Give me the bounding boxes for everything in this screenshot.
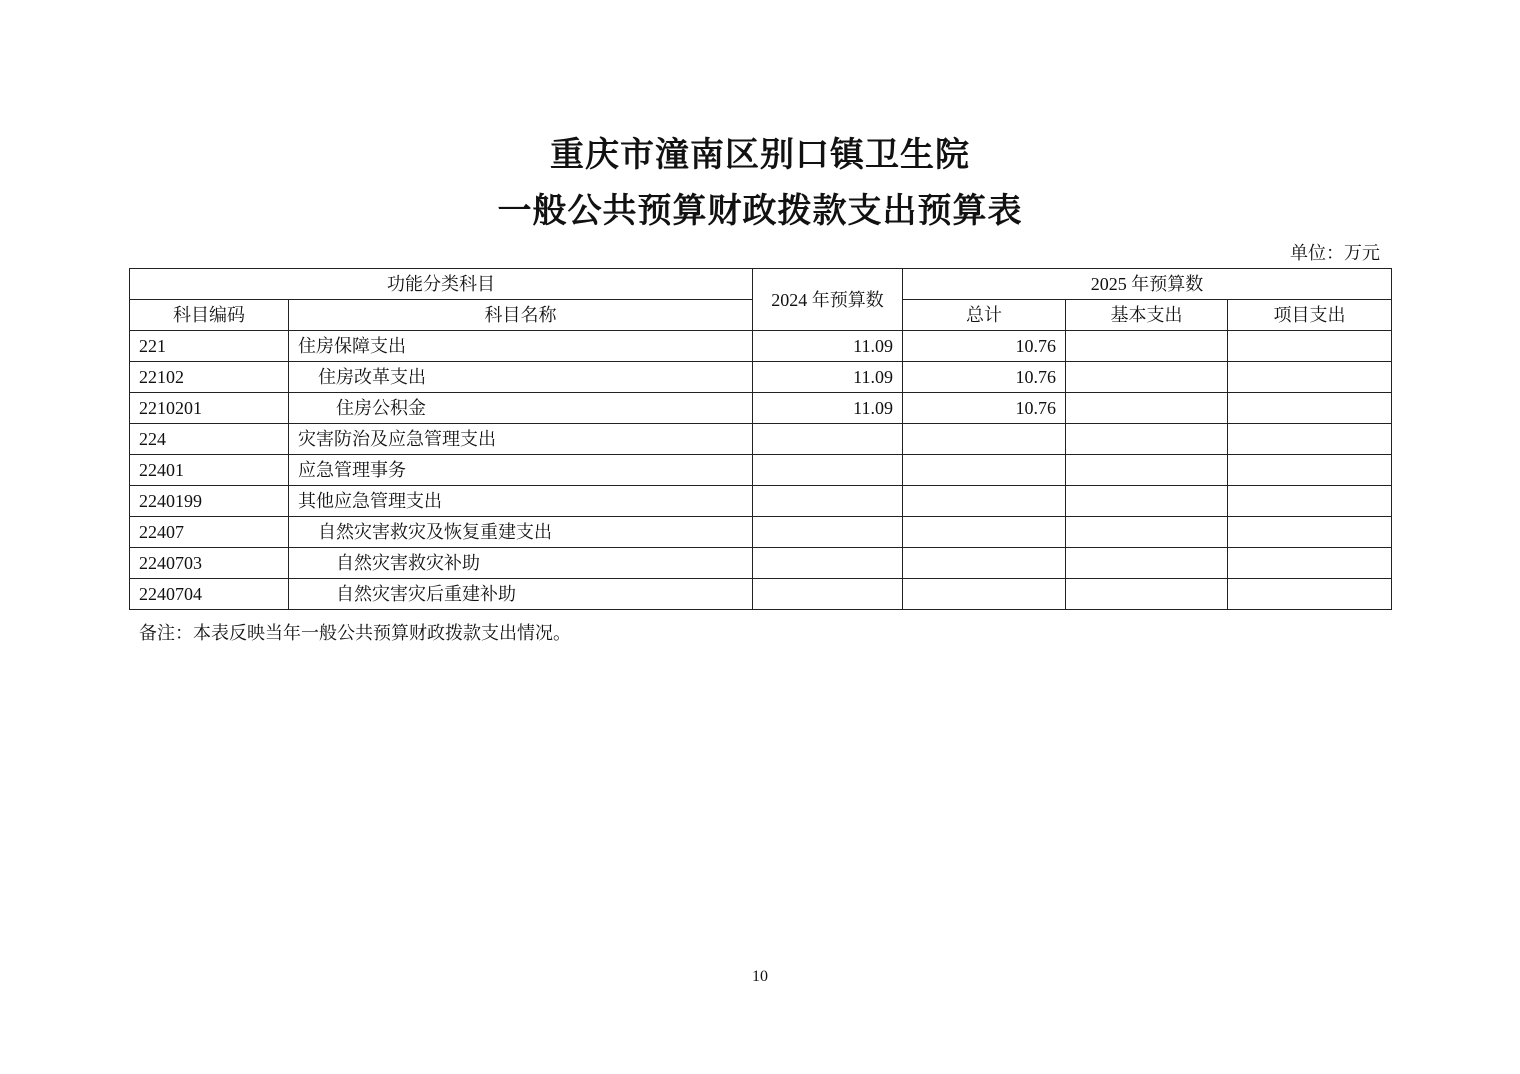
row-name: 其他应急管理支出 [289,486,753,517]
table-row [130,455,1392,486]
row-total [903,579,1066,610]
unit-label: 单位：万元 [1290,243,1380,263]
row-project [1228,331,1392,362]
row-project [1228,424,1392,455]
header-code: 科目编码 [130,300,289,331]
table-row [130,517,1392,548]
row-total [903,455,1066,486]
header-project: 项目支出 [1228,300,1392,331]
row-basic [1066,393,1228,424]
header-budget-2024: 2024 年预算数 [753,269,903,331]
row-basic [1066,331,1228,362]
header-category: 功能分类科目 [130,269,753,300]
row-code: 22401 [130,455,289,486]
budget-table [129,268,1392,610]
table-row [130,486,1392,517]
row-code: 2240199 [130,486,289,517]
row-budget-2024 [753,579,903,610]
row-budget-2024 [753,424,903,455]
row-name: 自然灾害救灾补助 [289,548,753,579]
row-name: 应急管理事务 [289,455,753,486]
header-name: 科目名称 [289,300,753,331]
row-basic [1066,486,1228,517]
row-basic [1066,548,1228,579]
document-title-line1: 重庆市潼南区别口镇卫生院 [550,135,970,175]
header-budget-2025: 2025 年预算数 [903,269,1392,300]
row-project [1228,455,1392,486]
row-total: 10.76 [903,362,1066,393]
row-name: 住房改革支出 [289,362,753,393]
row-total: 10.76 [903,393,1066,424]
row-basic [1066,517,1228,548]
document-title-line2: 一般公共预算财政拨款支出预算表 [497,191,1023,231]
row-budget-2024 [753,517,903,548]
table-row [130,362,1392,393]
row-total [903,548,1066,579]
table-note: 备注：本表反映当年一般公共预算财政拨款支出情况。 [139,623,571,643]
row-code: 221 [130,331,289,362]
row-budget-2024: 11.09 [753,393,903,424]
table-row [130,548,1392,579]
row-project [1228,548,1392,579]
row-total [903,486,1066,517]
row-name: 灾害防治及应急管理支出 [289,424,753,455]
row-total: 10.76 [903,331,1066,362]
row-budget-2024: 11.09 [753,362,903,393]
table-row [130,579,1392,610]
row-name: 自然灾害救灾及恢复重建支出 [289,517,753,548]
row-code: 224 [130,424,289,455]
header-basic: 基本支出 [1066,300,1228,331]
row-project [1228,486,1392,517]
table-row [130,393,1392,424]
page-number: 10 [752,968,768,985]
row-code: 22407 [130,517,289,548]
row-basic [1066,579,1228,610]
row-budget-2024 [753,455,903,486]
row-basic [1066,455,1228,486]
row-name: 住房公积金 [289,393,753,424]
row-project [1228,362,1392,393]
row-code: 22102 [130,362,289,393]
table-row [130,331,1392,362]
table-row [130,424,1392,455]
row-code: 2210201 [130,393,289,424]
row-name: 自然灾害灾后重建补助 [289,579,753,610]
row-total [903,424,1066,455]
row-name: 住房保障支出 [289,331,753,362]
row-budget-2024: 11.09 [753,331,903,362]
row-code: 2240704 [130,579,289,610]
header-total: 总计 [903,300,1066,331]
row-budget-2024 [753,486,903,517]
row-project [1228,579,1392,610]
row-basic [1066,424,1228,455]
row-project [1228,393,1392,424]
header-row-1 [130,269,1392,300]
row-total [903,517,1066,548]
row-project [1228,517,1392,548]
row-basic [1066,362,1228,393]
row-budget-2024 [753,548,903,579]
row-code: 2240703 [130,548,289,579]
